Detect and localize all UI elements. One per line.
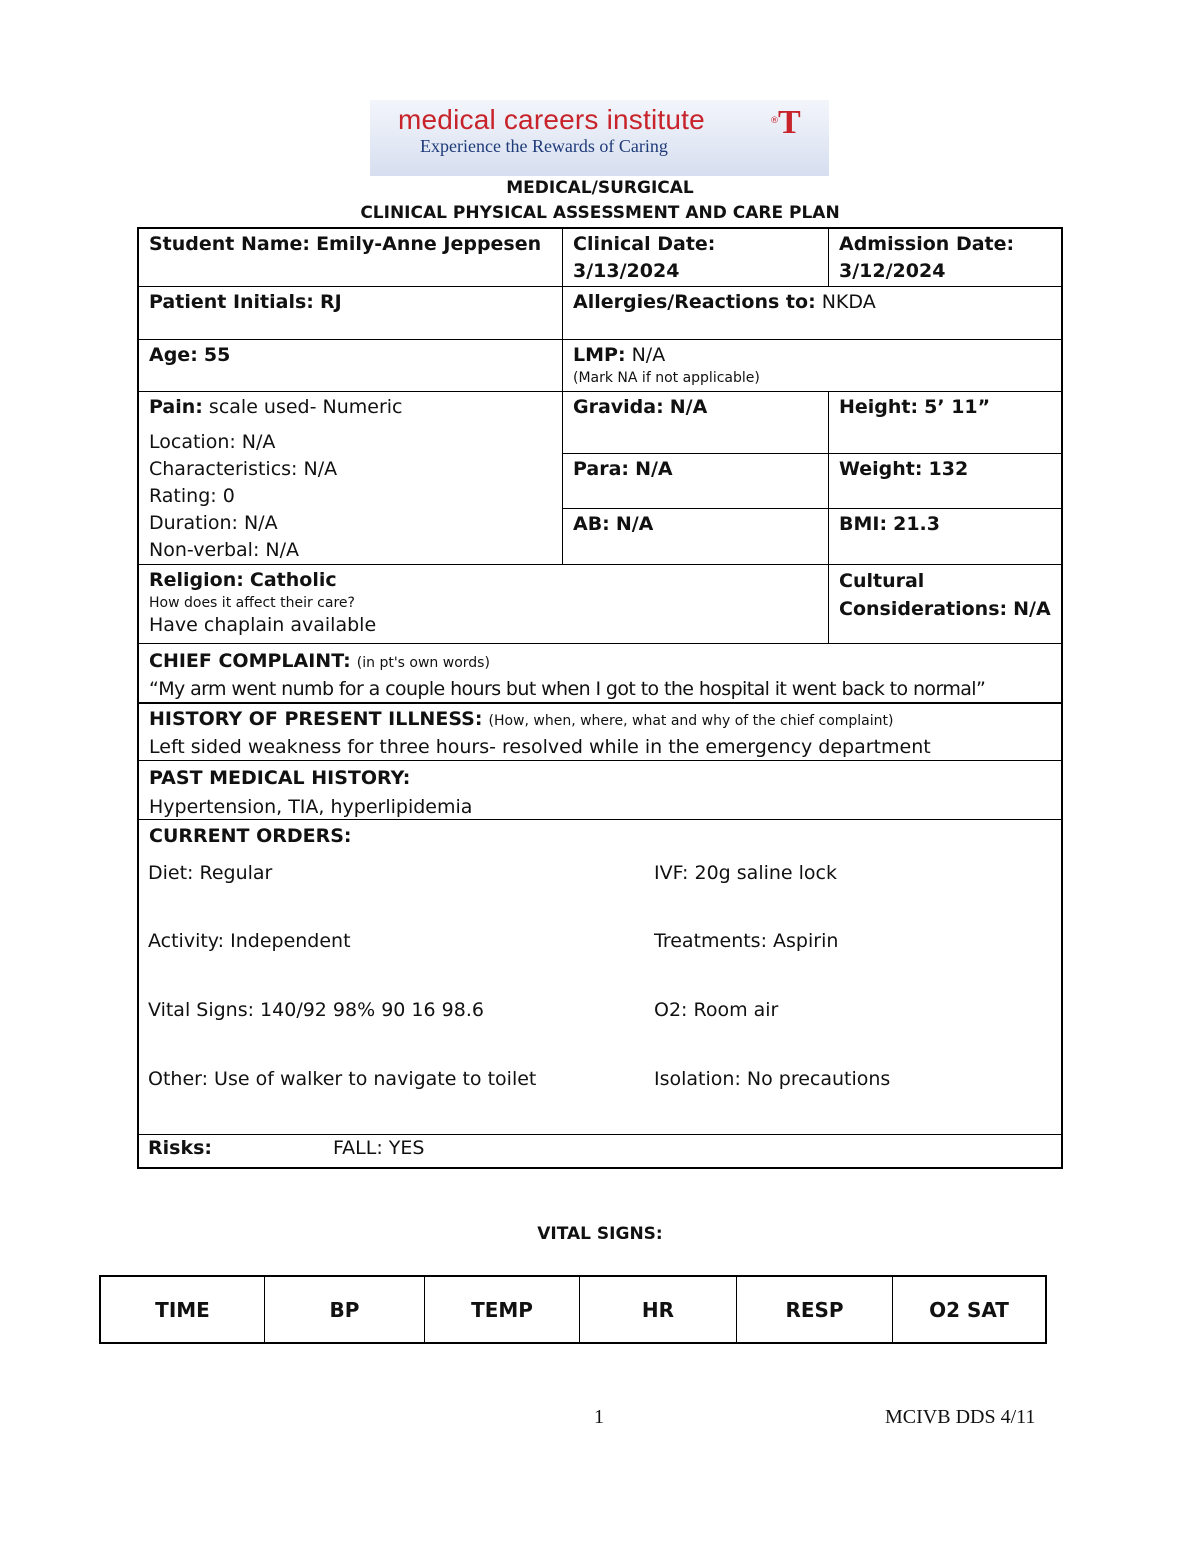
- para-label: Para:: [573, 458, 630, 480]
- age-field: [139, 340, 562, 371]
- order-isolation: Isolation: No precautions: [654, 1068, 891, 1090]
- vital-signs-header-time: TIME: [155, 1298, 210, 1322]
- vital-signs-header-hr: HR: [641, 1298, 675, 1322]
- pain-label: Pain:: [149, 396, 203, 418]
- order-o2: O2: Room air: [654, 999, 779, 1021]
- height-label: Height:: [839, 396, 919, 418]
- chief-complaint-field: [139, 645, 1061, 705]
- religion-question: How does it affect their care?: [149, 595, 355, 611]
- religion-label: Religion:: [149, 569, 244, 591]
- hpi-field: [139, 703, 1061, 763]
- chief-complaint-label: CHIEF COMPLAINT:: [149, 650, 351, 672]
- cultural-label-line1: Cultural: [839, 570, 925, 592]
- weight-value: 132: [928, 458, 969, 480]
- allergies-value: NKDA: [821, 291, 876, 313]
- risks-value: FALL: YES: [333, 1137, 425, 1159]
- clinical-date-label: Clinical Date:: [573, 233, 716, 255]
- page-number: 1: [594, 1406, 604, 1428]
- height-value: 5’ 11”: [924, 396, 991, 418]
- current-orders-label: CURRENT ORDERS:: [149, 825, 352, 847]
- student-name-label: Student Name:: [149, 233, 311, 255]
- logo-name: medical careers institute: [398, 104, 705, 135]
- pmh-value: Hypertension, TIA, hyperlipidemia: [149, 796, 473, 818]
- hpi-value: Left sided weakness for three hours- resolved while in the emergency department: [149, 736, 931, 758]
- para-value: N/A: [635, 458, 673, 480]
- bmi-label: BMI:: [839, 513, 888, 535]
- logo-registered-mark: ®: [770, 116, 779, 126]
- form-title-line2: CLINICAL PHYSICAL ASSESSMENT AND CARE PLAN: [360, 203, 840, 223]
- institute-logo: [370, 100, 829, 176]
- height-field: [829, 392, 1061, 423]
- order-diet: Diet: Regular: [148, 862, 273, 884]
- gravida-field: [563, 392, 828, 423]
- cultural-field: [829, 565, 1061, 625]
- logo-tagline: Experience the Rewards of Caring: [420, 136, 668, 156]
- ab-label: AB:: [573, 513, 610, 535]
- admission-date-field: [829, 229, 1061, 287]
- clinical-date-value: 3/13/2024: [573, 260, 680, 282]
- pain-scale: scale used- Numeric: [208, 396, 403, 418]
- religion-answer: Have chaplain available: [149, 614, 377, 636]
- lmp-value: N/A: [631, 344, 666, 366]
- pain-characteristics: Characteristics: N/A: [149, 458, 338, 480]
- order-ivf: IVF: 20g saline lock: [654, 862, 837, 884]
- vital-signs-title: VITAL SIGNS:: [537, 1224, 663, 1244]
- chief-complaint-hint: (in pt's own words): [356, 655, 490, 671]
- allergies-label: Allergies/Reactions to:: [573, 291, 816, 313]
- gravida-label: Gravida:: [573, 396, 664, 418]
- order-treatments: Treatments: Aspirin: [654, 930, 839, 952]
- religion-field: [139, 565, 828, 641]
- weight-label: Weight:: [839, 458, 923, 480]
- age-label: Age:: [149, 344, 198, 366]
- pmh-label: PAST MEDICAL HISTORY:: [149, 767, 411, 789]
- weight-field: [829, 454, 1061, 485]
- vital-signs-header-bp: BP: [329, 1298, 360, 1322]
- para-field: [563, 454, 828, 485]
- hpi-label: HISTORY OF PRESENT ILLNESS:: [149, 708, 483, 730]
- patient-initials-field: [139, 287, 562, 318]
- pmh-field: [139, 762, 1061, 824]
- cultural-value: N/A: [1013, 598, 1051, 620]
- order-vital-signs: Vital Signs: 140/92 98% 90 16 98.6: [148, 999, 484, 1021]
- admission-date-value: 3/12/2024: [839, 260, 946, 282]
- lmp-field: [563, 340, 1061, 389]
- pain-nonverbal: Non-verbal: N/A: [149, 539, 300, 561]
- ab-value: N/A: [615, 513, 654, 535]
- vital-signs-header-temp: TEMP: [471, 1298, 533, 1322]
- document-code: MCIVB DDS 4/11: [885, 1406, 1036, 1428]
- admission-date-label: Admission Date:: [839, 233, 1015, 255]
- chief-complaint-value: “My arm went numb for a couple hours but when I got to the hospital it went back to normal”: [149, 678, 986, 700]
- student-name-field: [139, 229, 562, 260]
- vital-signs-header-o2-sat: O2 SAT: [929, 1298, 1009, 1322]
- pain-duration: Duration: N/A: [149, 512, 278, 534]
- gravida-value: N/A: [669, 396, 708, 418]
- vital-signs-header-resp: RESP: [785, 1298, 844, 1322]
- order-activity: Activity: Independent: [148, 930, 351, 952]
- pain-field: [139, 392, 562, 566]
- patient-initials-label: Patient Initials:: [149, 291, 314, 313]
- lmp-label: LMP:: [573, 344, 626, 366]
- lmp-note: (Mark NA if not applicable): [573, 370, 760, 386]
- pain-location: Location: N/A: [149, 431, 276, 453]
- clinical-date-field: [563, 229, 828, 287]
- cultural-label-line2: Considerations:: [839, 598, 1008, 620]
- ab-field: [563, 509, 828, 540]
- form-title-line1: MEDICAL/SURGICAL: [506, 178, 694, 198]
- hpi-hint: (How, when, where, what and why of the chief complaint): [488, 713, 894, 729]
- bmi-value: 21.3: [893, 513, 940, 535]
- age-value: 55: [203, 344, 231, 366]
- religion-value: Catholic: [249, 569, 337, 591]
- bmi-field: [829, 509, 1061, 540]
- allergies-field: [563, 287, 1061, 318]
- student-name-value: Emily-Anne Jeppesen: [316, 233, 542, 255]
- patient-initials-value: RJ: [319, 291, 342, 313]
- risks-label: Risks:: [148, 1137, 212, 1159]
- order-other: Other: Use of walker to navigate to toilet: [148, 1068, 537, 1090]
- pain-rating: Rating: 0: [149, 485, 235, 507]
- logo-mark: T: [778, 104, 801, 141]
